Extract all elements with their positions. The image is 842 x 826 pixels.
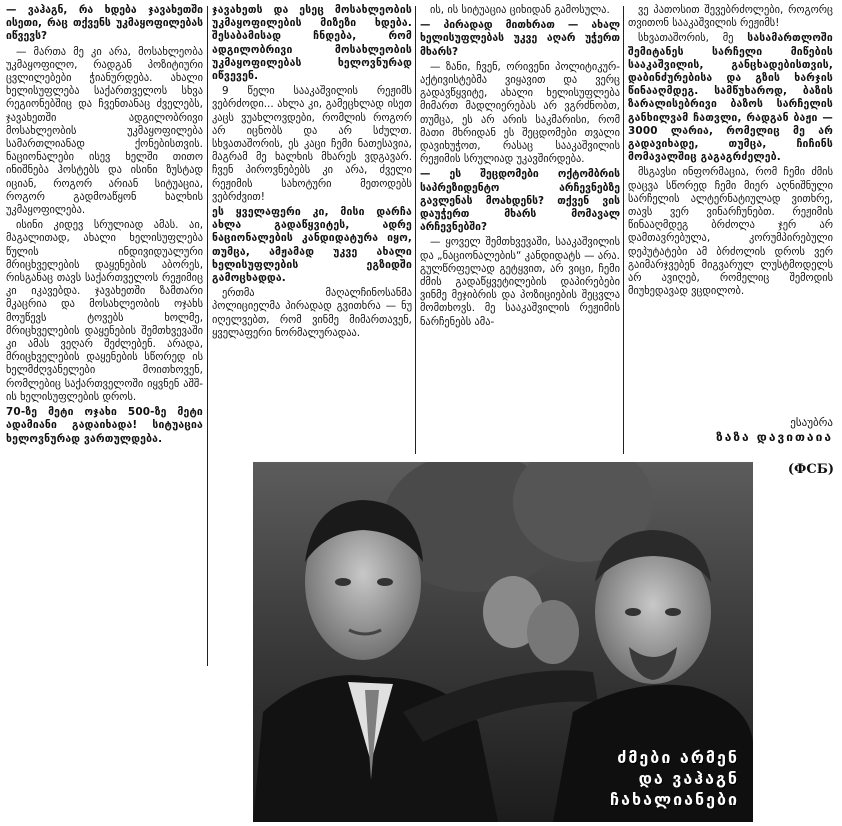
answer-paragraph-3: — ზანი, ჩვენ, ორივენი პოლიტიკურ-აქტივისტებმა ვიყავით და ვერც გადავწყვიტე, ახალი ხელისუფლება მიმართ მადლიერებას არ ვგრძნობთ, თუმცა, ეს არ არის საკმარისი, რომ მათი მხრიდან ეს შეცდომები თვალი დავიხუჭოთ, რასაც სააკაშვილის რეჟიმის სრულიად უკავშირდება. <box>420 60 620 166</box>
column-divider-1 <box>207 6 208 666</box>
answer-text-1: — მართა მე კი არა, მოსახლეობა უკმაყოფილო, რადგან პოზიტიური ცვლილებები ჭიანურდება. ახალი ხელისუფლება საქართველოს სხვა რეგიონებშიც და ჩვენთანაც ძველებს, ჯავახეთში ადგილობრივი მოსახლეობის უკმაყოფილება სამართლიანად ქონებისთვის. ნაციონალები ისევ ხელში თითო ინიშნება ჰოსტებს და ისინი ზუსტად იციან, როგორ არიან სიტუაცია, როგორ გადმოაწყონ ხალხის უკმაყოფილება. <box>6 45 203 217</box>
byline <box>628 416 833 444</box>
answer-paragraph-1 <box>6 46 203 218</box>
photo-caption <box>610 747 739 810</box>
paragraph-col3-1: ის, ის სიტუაცია ციხიდან გამოსულა. <box>430 4 610 16</box>
photo-credit: (ФСБ) <box>787 462 834 477</box>
paragraph-col4-2 <box>628 32 833 164</box>
bold-highlight-4: სასამართლოში შემიტანეს სარჩელი მიწების სააკაშვილის, განცხადებისთვის, დაბინძურებისა და გზის ხარჯის წინააღმდეგ. სამწუხაროდ, ბაზის ზარალისებრივი ბაზოს სარჩელის განხილვამ ჩათვლი, რადგან ბაჟი — 3000 ლარია, რომელიც მე არ გადავიხადე, თუმცა, ჩიჩინს მომავალშიც გაგაგრძელებ. <box>628 32 833 164</box>
bold-highlight-1: 70-ზე მეტი ოჯახი 500-ზე მეტი ადამიანი გადაიხადა! სიტუაცია ხელოვნურად ვართულდება. <box>6 406 203 445</box>
article-photo <box>253 462 753 822</box>
bold-highlight-3: ეს ყველაფერი კი, მისი დარჩა ახლა გადაწყვიტეს, ადრე ნაციონალების კანდიდატურა იყო, თუმცა, ამჟამად უკვე ახალი ხელისუფლების ეგზიდში გამოცხადდა. <box>212 206 412 285</box>
paragraph-col2-3: ერთმა მაღალჩინოსანმა პოლიციელმა პირადად გვითხრა — ნუ იღელვებთ, რომ ვინმე მიმართავენ, ყველაფერი ნორმალურადაა. <box>212 287 412 339</box>
byline-author: ზაზა დავითაია <box>716 430 833 444</box>
answer-paragraph-4: — ყოველ შემთხვევაში, სააკაშვილის და „ნაციონალების“ კანდიდატს — არა. გულწრფელად გეტყვით, არ ვიცი, ჩემი ძმის გადაწყვეტილების დაპირებები ვინმე მეჯიბრის და პოზიციების შეცვლა მომთხოვს. მე სააკაშვილის რეჟიმის ნარჩენებს ამა- <box>420 236 620 328</box>
caption-line-3: ჩახალიანები <box>610 790 739 809</box>
paragraph-col4-1: ვე პათოსით შევებრძოლები, როგორც თვითონ სააკაშვილის რეჟიმს! <box>628 4 833 30</box>
column-divider-3 <box>623 6 624 454</box>
article-column-3 <box>420 4 620 454</box>
article-column-4 <box>628 4 833 384</box>
caption-line-2: და ვაჰაგნ <box>638 769 739 788</box>
interview-question-1: — ვაჰაგნ, რა ხდება ჯავახეთში ისეთი, რაც თქვენს უკმაყოფილებას იწვევს? <box>6 4 203 43</box>
paragraph-col2-2: 9 წელი სააკაშვილის რეჟიმს ვებრძოდი... ახლა კი, გამეცხლად ისეთ კაცს ვუახლოვდები, რომლის როგორ არ იცნობს და არ სძულთ. სხვათაშორის, ეს კაცი ჩემი ნათესავია, მაგრამ მე ხალხის მხარეს ვდგავარ. ჩვენ პიროვნებებს კი არა, ძველი რეჟიმის სახოტური მეთოდებს ვებრძვით! <box>212 85 412 203</box>
byline-label: ესაუბრა <box>790 416 833 429</box>
article-column-1 <box>6 4 203 668</box>
bold-highlight-2: ჯავახეთს და ესეც მოსახლეობის უკმაყოფილების მიზეზი ხდება. შესაბამისად ჩნდება, რომ ადგილობრივი მოსახლეობის უკმაყოფილებას ხელოვნურად იწვევენ. <box>212 4 412 83</box>
paragraph-col4-3: მსგავსი ინფორმაცია, რომ ჩემი ძმის დაცვა სწორედ ჩემი მიერ აღნიშნული სარჩელის ალტერნატიულად ვითხრე, თავს ვერ ვინარჩუნებთ. რეჟიმის წინააღმდეგ ბრძოლა ჯერ არ დამთავრებულა, კორუმპირებული დეპუტატები ამ ბრძოლის დროს ვერ გაიმარჯვებენ მიგვარულ ლუსტმოდელს არ ავიღებ, რომელიც შემოდის მიუხედავად ვცდილობ. <box>628 166 833 298</box>
interview-question-2: — პირადად მითხრათ — ახალ ხელისუფლებას უკვე აღარ უჭერთ მხარს? <box>420 19 620 58</box>
interview-question-3: — ეს შეცდომები ოქტომბრის საპრეზიდენტო არჩევნებზე გავლენას მოახდენს? თქვენ ვის დაუჭერთ მხარს მომავალ არჩევნებში? <box>420 168 620 234</box>
paragraph-col4-2-lead: სხვათაშორის, მე <box>638 32 734 45</box>
answer-paragraph-2: ისინი კიდევ სრულიად ამას. აი, მაგალითად, ახალი ხელისუფლება წულის ინდივიდუალური მრიცხველების დაყენების აბორეს, რისგანაც თავს საქართველოს რეჟიმიც კი იკავებდა. ჯავახეთში ზამთარი მკაცრია და მოსახლეობის ოჯახს მოუწევს ტოვებს ხოლმე, მრიცხველების დაყენების შემთხვევაში კი ამას ვეღარ შეძლებენ. არადა, მრიცხველების დაყენების სწორედ ის ხელმძღვანელები მოითხოვენ, რომლებიც საქართველოში იყვნენ აშშ-ის ხელისუფლების დროს. <box>6 219 203 403</box>
article-column-2 <box>212 4 412 454</box>
caption-line-1: ძმები არმენ <box>617 748 739 767</box>
column-divider-2 <box>415 6 416 454</box>
